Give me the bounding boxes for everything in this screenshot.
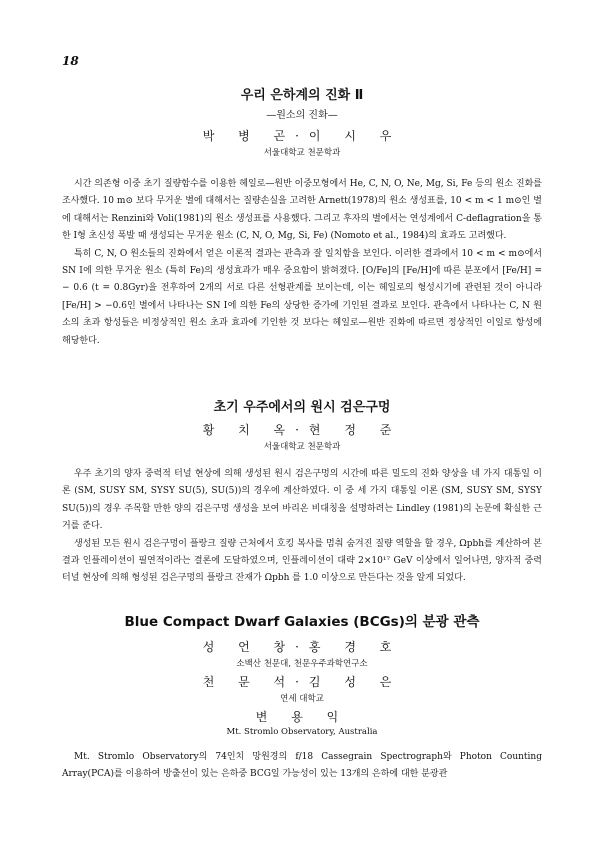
article-affiliation: 연세 대학교 bbox=[280, 694, 324, 704]
article-authors: 변 용 익 bbox=[255, 710, 349, 724]
abstract-paragraph: 특히 C, N, O 원소들의 진화에서 얻은 이론적 결과는 관측과 잘 일치함을 보인다. 이러한 결과에서 10 < m < m⊙에서 SN Ⅰ에 의한 무거운 원소 (특히 Fe)의 생성효과가 매우 중요함이 밝혀졌다. [O/Fe]의 [Fe/H]에 따른 분포에서 [Fe/H] = − 0.6 (t = 0.8Gyr)을 전후하여 2개의 서로 다른 선형관계를 보이는데, 이는 헤일로의 형성시기에 관련된 것이 아니라 [Fe/H] > −0.6인 별에서 나타나는 SN Ⅰ에 의한 Fe의 상당한 증가에 기인된 결과로 보인다. 관측에서 나타나는 C, N 원소의 초과 항성들은 비정상적인 원소 초과 효과에 기인한 것 보다는 헤일로—원반 진화에 따르면 정상적인 이일로 항성에 해당한다. bbox=[62, 248, 542, 346]
article-title: 우리 은하계의 진화 Ⅱ bbox=[240, 88, 364, 103]
article-authors: 황 치 옥·현 정 준 bbox=[202, 423, 402, 437]
abstract-paragraph: Mt. Stromlo Observatory의 74인치 망원경의 f/18 Cassegrain Spectrograph와 Photon Counting Array(PCA)를 이용하여 방출선이 있는 은하중 BCG일 가능성이 있는 13개의 은하에 대한 분광관 bbox=[62, 752, 542, 780]
article-affiliation: 서울대학교 천문학과 bbox=[263, 442, 341, 452]
article-affiliation: Mt. Stromlo Observatory, Australia bbox=[226, 727, 378, 737]
abstract-paragraph: 생성된 모든 원시 검은구멍이 플랑크 질량 근처에서 호킹 복사를 멈춰 숨겨진 질량 역할을 할 경우, Ωpbh를 계산하여 본 결과 인플레이션이 필연적이라는 결론에 도달하였으며, 인플레이션이 대략 2×10¹⁷ GeV 이상에서 일어나면, 양자적 중력 터널 현상에 의해 형성된 검은구멍의 플랑크 잔재가 Ωpbh 를 1.0 이상으로 만든다는 것을 알게 되었다. bbox=[62, 538, 542, 584]
article-subtitle: —원소의 진화— bbox=[266, 110, 338, 121]
article-authors: 성 언 창·홍 경 호 bbox=[202, 640, 402, 654]
article-authors: 박 병 곤·이 시 우 bbox=[202, 129, 402, 143]
article-primordial-black-holes bbox=[62, 396, 542, 588]
article-bcg-spectroscopy bbox=[62, 610, 542, 784]
abstract-paragraph: 우주 초기의 양자 중력적 터널 현상에 의해 생성된 원시 검은구멍의 시간에 따른 밀도의 진화 양상을 네 가지 대통일 이론 (SM, SUSY SM, SYSY SU(5), SU(5))의 경우에 계산하였다. 이 중 세 가지 대통일 이론 (SM, SUSY SM, SYSY SU(5))의 경우 주목할 만한 양의 검은구멍 생성을 보여 바리온 비대칭을 설명하려는 Lindley (1981)의 논문에 확실한 근거를 준다. bbox=[62, 469, 542, 532]
article-title: 초기 우주에서의 원시 검은구멍 bbox=[213, 400, 391, 415]
article-affiliation: 서울대학교 천문학과 bbox=[263, 148, 341, 158]
article-affiliation: 소백산 천문대, 천문우주과학연구소 bbox=[236, 659, 368, 669]
abstract-paragraph: 시간 의존형 이중 초기 질량함수를 이용한 헤일로—원반 이중모형에서 He, C, N, O, Ne, Mg, Si, Fe 등의 원소 진화를 조사했다. 10 m⊙ 보다 무거운 별에 대해서는 질량손실을 고려한 Arnett(1978)의 원소 생성표를, 10 < m < 1 m⊙인 별에 대해서는 Renzini와 Voli(1981)의 원소 생성표를 사용했다. 그리고 후자의 별에서는 연성계에서 C-deflagration을 통한 Ⅰ형 초신성 폭발 때 생성되는 무거운 원소 (C, N, O, Mg, Si, Fe) (Nomoto et al., 1984)의 효과도 고려했다. bbox=[62, 179, 542, 242]
page-number: 18 bbox=[62, 54, 79, 68]
article-title: Blue Compact Dwarf Galaxies (BCGs)의 분광 관측 bbox=[124, 614, 480, 630]
article-galactic-evolution bbox=[62, 84, 542, 350]
article-authors: 천 문 석·김 성 은 bbox=[202, 675, 402, 689]
